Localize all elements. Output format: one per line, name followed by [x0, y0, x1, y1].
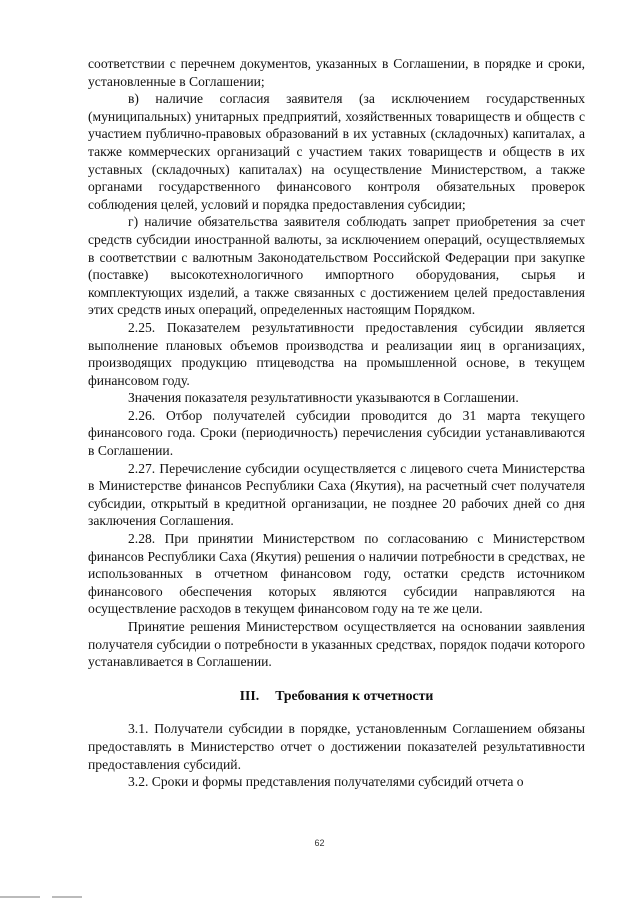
- paragraph: 2.28. При принятии Министерством по согласованию с Министерством финансов Республики Саха (Якутия) решения о наличии потребности в средствах, не использованных в отчетном финансовом году, остатки средств источником финансового обеспечения которых являются субсидии направляются на осуществление расходов в текущем финансовом году на те же цели.: [88, 531, 585, 617]
- scan-edge-mark: [0, 896, 40, 898]
- paragraph: 2.27. Перечисление субсидии осуществляется с лицевого счета Министерства в Министерстве финансов Республики Саха (Якутия), на расчетный счет получателя субсидии, открытый в кредитной организации, не позднее 20 рабочих дней со дня заключения Соглашения.: [88, 460, 585, 529]
- paragraph: соответствии с перечнем документов, указанных в Соглашении, в порядке и сроки, установленные в Соглашении;: [88, 56, 585, 89]
- paragraph: г) наличие обязательства заявителя соблюдать запрет приобретения за счет средств субсидии иностранной валюты, за исключением операций, осуществляемых в соответствии с валютным Законодательством Российской Федерации при закупке (поставке) высокотехнологичного импортного оборудования, сырья и комплектующих изделий, а также связанных с достижением целей предоставления этих средств иных операций, определенных настоящим Порядком.: [88, 214, 585, 318]
- paragraph: 2.25. Показателем результативности предоставления субсидии является выполнение плановых объемов производства и реализации яиц в организациях, производящих продукцию птицеводства на промышленной основе, в текущем финансовом году.: [88, 319, 585, 388]
- section-title: Требования к отчетности: [275, 687, 434, 703]
- paragraph: Принятие решения Министерством осуществляется на основании заявления получателя субсидии о потребности в указанных средствах, порядок подачи которого устанавливается в Соглашении.: [88, 619, 585, 670]
- scan-edge-mark: [52, 896, 82, 898]
- page-number: 62: [314, 838, 325, 848]
- paragraph: 3.1. Получатели субсидии в порядке, установленным Соглашением обязаны предоставлять в Министерство отчет о достижении показателей результативности предоставления субсидий.: [88, 721, 585, 772]
- text-block-before-section: [88, 55, 585, 671]
- text-block-after-section: [88, 720, 585, 790]
- paragraph: Значения показателя результативности указываются в Соглашении.: [128, 390, 519, 406]
- paragraph: в) наличие согласия заявителя (за исключением государственных (муниципальных) унитарных предприятий, хозяйственных товариществ и обществ с участием публично-правовых образований в их уставных (складочных) капиталах, а также коммерческих организаций с участием таких товариществ и обществ в их уставных (складочных) капиталах) на осуществление Министерством, а также органами государственного финансового контроля обязательных проверок соблюдения целей, условий и порядка предоставления субсидии;: [88, 91, 585, 212]
- paragraph: 3.2. Сроки и формы представления получателями субсидий отчета о: [128, 774, 524, 790]
- section-number: III.: [239, 687, 260, 703]
- page-body: [88, 55, 585, 791]
- paragraph: 2.26. Отбор получателей субсидии проводится до 31 марта текущего финансового года. Сроки (периодичность) перечисления субсидии устанавливаются в Соглашении.: [88, 407, 585, 459]
- section-heading: [88, 687, 585, 705]
